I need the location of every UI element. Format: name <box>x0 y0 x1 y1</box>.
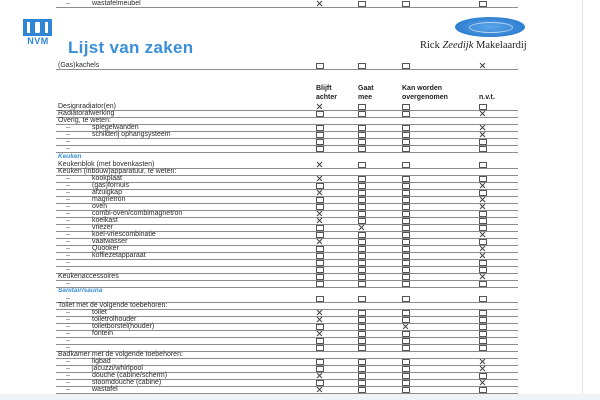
section-sanitair: Sanitair/sauna <box>58 287 103 294</box>
checkbox-checked[interactable] <box>402 323 408 329</box>
col-header-line: overgenomen <box>402 94 448 101</box>
checkbox-empty[interactable] <box>358 146 366 152</box>
checkbox-checked[interactable] <box>479 131 485 137</box>
row-sub-label: fontein <box>92 330 114 337</box>
checkbox-empty[interactable] <box>402 146 410 152</box>
column-header-nvt <box>479 93 495 102</box>
row-label: Keukenblok (met bovenkasten) <box>58 161 155 168</box>
row-dash: – <box>66 231 70 238</box>
row-dash: – <box>66 266 70 273</box>
checkbox-checked[interactable] <box>316 217 322 223</box>
checkbox-checked[interactable] <box>316 103 322 109</box>
row-sub-label: vaatwasser <box>92 238 128 245</box>
nvm-logo-text: NVM <box>27 36 49 46</box>
checkbox-empty[interactable] <box>316 146 324 152</box>
checkbox-empty[interactable] <box>358 63 366 69</box>
row-dash: – <box>66 203 70 210</box>
row-label: Radiatorafwerking <box>58 110 115 117</box>
brand-suffix: Makelaardij <box>473 40 527 51</box>
row-dash: – <box>66 145 70 152</box>
checkbox-checked[interactable] <box>479 273 485 279</box>
checkbox-empty[interactable] <box>479 146 487 152</box>
row-dash: – <box>66 323 70 330</box>
row-sub-label: vriezer <box>92 224 114 231</box>
row-dash: – <box>66 124 70 131</box>
col-header-line: Kan worden <box>402 85 443 92</box>
checkbox-checked[interactable] <box>479 124 485 130</box>
checkbox-empty[interactable] <box>402 63 410 69</box>
checkbox-checked[interactable] <box>479 203 485 209</box>
row-sub-label: oven <box>92 203 108 210</box>
col-header-line: achter <box>316 94 338 101</box>
row-sub-label: koel-vriescombinatie <box>92 231 156 238</box>
col-header-line: mee <box>358 94 373 101</box>
checkbox-checked[interactable] <box>316 386 322 392</box>
row-label: Keukenaccessoires <box>58 273 119 280</box>
row-dash: – <box>66 316 70 323</box>
row-sub-label: douche (cabine/scherm) <box>92 372 168 379</box>
checkbox-checked[interactable] <box>316 372 322 378</box>
row-sub-label: stoomdouche (cabine) <box>92 379 162 386</box>
checkbox-checked[interactable] <box>479 365 485 371</box>
column-header-blijft-achter <box>316 84 337 102</box>
checkbox-checked[interactable] <box>479 245 485 251</box>
row-dash: – <box>66 182 70 189</box>
row-dash: – <box>66 0 70 7</box>
checklist-row <box>56 145 518 153</box>
row-label: Badkamer met de volgende toebehoren: <box>58 351 183 358</box>
checklist-row <box>56 280 518 288</box>
checklist-row <box>56 0 518 8</box>
row-dash: – <box>66 252 70 259</box>
checkbox-checked[interactable] <box>316 238 322 244</box>
row-dash: – <box>66 358 70 365</box>
row-sub-label: combi-oven/combimagnetron <box>92 210 183 217</box>
row-dash: – <box>66 344 70 351</box>
row-dash: – <box>66 337 70 344</box>
checkbox-checked[interactable] <box>316 189 322 195</box>
checkbox-empty[interactable] <box>479 387 487 393</box>
row-sub-label: toiletrolhouder <box>92 316 137 323</box>
checkbox-checked[interactable] <box>479 62 485 68</box>
row-dash: – <box>66 365 70 372</box>
row-dash: – <box>66 309 70 316</box>
checkbox-checked[interactable] <box>479 110 485 116</box>
col-header-line: Blijft <box>316 85 332 92</box>
row-label: Toilet met de volgende toebehoren: <box>58 302 168 309</box>
checkbox-checked[interactable] <box>358 224 364 230</box>
checkbox-checked[interactable] <box>316 161 322 167</box>
checkbox-empty[interactable] <box>358 1 366 7</box>
checklist-form <box>56 0 518 400</box>
checkbox-checked[interactable] <box>479 379 485 385</box>
row-sub-label: kookplaat <box>92 175 122 182</box>
row-label: Designradiator(en) <box>58 103 116 110</box>
row-sub-label: afzuigkap <box>92 189 122 196</box>
checkbox-empty[interactable] <box>479 1 487 7</box>
row-sub-label: koelkast <box>92 217 118 224</box>
row-sub-label: toiletborstel(houder) <box>92 323 155 330</box>
checkbox-checked[interactable] <box>479 358 485 364</box>
checkbox-checked[interactable] <box>316 330 322 336</box>
row-label: Keuken (inbouw)apparatuur, te weten: <box>58 168 177 175</box>
column-header-kan-worden-overgenomen <box>402 84 448 102</box>
row-sub-label: toilet <box>92 309 107 316</box>
row-sub-label: koffiezetapparaat <box>92 252 146 259</box>
row-dash: – <box>66 196 70 203</box>
row-sub-label: (gas)fornuis <box>92 182 129 189</box>
row-dash: – <box>66 379 70 386</box>
row-dash: – <box>66 224 70 231</box>
checkbox-empty[interactable] <box>358 387 366 393</box>
row-dash: – <box>66 280 70 287</box>
row-sub-label: Quooker <box>92 245 119 252</box>
checkbox-empty[interactable] <box>316 281 324 287</box>
col-header-line: Gaat <box>358 85 374 92</box>
row-sub-label: jacuzzi/whirlpool <box>92 365 143 372</box>
checkbox-checked[interactable] <box>316 309 322 315</box>
checkbox-empty[interactable] <box>358 281 366 287</box>
nvm-logo <box>22 19 54 48</box>
row-sub-label: wastafel <box>92 386 118 393</box>
nvm-logo-mark <box>23 19 52 36</box>
row-dash: – <box>66 238 70 245</box>
row-label: Overig, te weten: <box>58 117 111 124</box>
row-dash: – <box>66 330 70 337</box>
row-sub-label: wastafelmeubel <box>92 0 141 7</box>
row-label: (Gas)kachels <box>58 62 100 69</box>
row-sub-label: magnetron <box>92 196 126 203</box>
row-sub-label: ligbad <box>92 358 111 365</box>
row-dash: – <box>66 189 70 196</box>
row-sub-label: schilderij ophangsysteem <box>92 131 171 138</box>
checkbox-checked[interactable] <box>479 252 485 258</box>
row-dash: – <box>66 245 70 252</box>
row-dash: – <box>66 295 70 302</box>
row-dash: – <box>66 210 70 217</box>
section-keuken: Keuken <box>58 153 82 160</box>
page-title: Lijst van zaken <box>68 38 194 57</box>
column-header-gaat-mee <box>358 84 374 102</box>
checkbox-empty[interactable] <box>402 387 410 393</box>
checkbox-checked[interactable] <box>316 316 322 322</box>
checkbox-empty[interactable] <box>316 63 324 69</box>
checkbox-empty[interactable] <box>402 1 410 7</box>
checklist-row <box>56 386 518 394</box>
row-dash: – <box>66 386 70 393</box>
col-header-line: n.v.t. <box>479 94 495 101</box>
checkbox-checked[interactable] <box>479 231 485 237</box>
row-dash: – <box>66 131 70 138</box>
brand-italic: Zeedijk <box>442 40 474 51</box>
row-sub-label: spiegelwanden <box>92 124 139 131</box>
page-edge <box>582 0 583 400</box>
row-dash: – <box>66 138 70 145</box>
row-dash: – <box>66 372 70 379</box>
checkbox-checked[interactable] <box>316 210 322 216</box>
bottom-margin <box>0 394 600 400</box>
row-dash: – <box>66 217 70 224</box>
row-dash: – <box>66 175 70 182</box>
checkbox-checked[interactable] <box>316 175 322 181</box>
brand-prefix: Rick <box>420 40 443 51</box>
checkbox-checked[interactable] <box>479 196 485 202</box>
checkbox-empty[interactable] <box>479 281 487 287</box>
checklist-row <box>56 62 518 70</box>
checkbox-empty[interactable] <box>402 281 410 287</box>
checkbox-checked[interactable] <box>316 0 322 6</box>
row-dash: – <box>66 259 70 266</box>
checkbox-checked[interactable] <box>479 182 485 188</box>
